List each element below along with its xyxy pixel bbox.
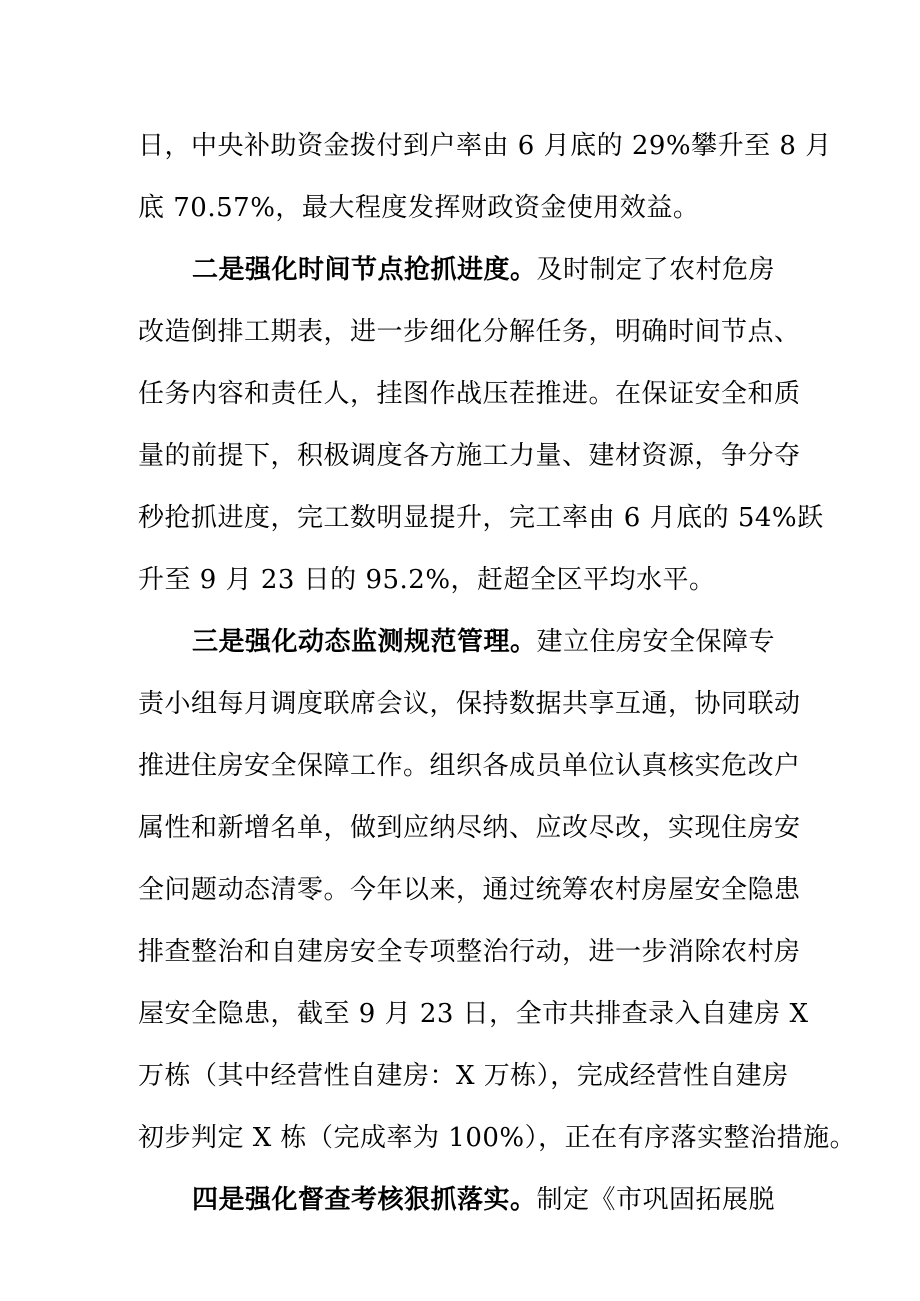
paragraph3-line4: 属性和新增名单，做到应纳尽纳、应改尽改，实现住房安 <box>138 813 801 843</box>
paragraph3-line8: 万栋（其中经营性自建房：X 万栋），完成经营性自建房 <box>138 1061 789 1091</box>
paragraph4-line1 <box>138 1169 788 1231</box>
paragraph3-line7: 屋安全隐患，截至 9 月 23 日，全市共排查录入自建房 X <box>138 999 809 1029</box>
paragraph3-heading: 三是强化动态监测规范管理。 <box>192 627 537 657</box>
document-body <box>138 115 857 1231</box>
paragraph2-line5: 秒抢抓进度，完工数明显提升，完工率由 6 月底的 54%跃 <box>138 503 824 533</box>
paragraph2-line3: 任务内容和责任人，挂图作战压茬推进。在保证安全和质 <box>138 379 801 409</box>
paragraph4-heading: 四是强化督查考核狠抓落实。 <box>192 1185 537 1215</box>
paragraph3-line1 <box>138 611 788 673</box>
paragraph3-line9: 初步判定 X 栋（完成率为 100%），正在有序落实整治措施。 <box>138 1123 857 1153</box>
paragraph2-line1 <box>138 239 788 301</box>
paragraph2-line6: 升至 9 月 23 日的 95.2%，赶超全区平均水平。 <box>138 565 716 595</box>
paragraph2-line2: 改造倒排工期表，进一步细化分解任务，明确时间节点、 <box>138 317 801 347</box>
paragraph3-line2: 责小组每月调度联席会议，保持数据共享互通，协同联动 <box>138 689 801 719</box>
paragraph2-heading: 二是强化时间节点抢抓进度。 <box>192 255 537 285</box>
paragraph3-line3: 推进住房安全保障工作。组织各成员单位认真核实危改户 <box>138 751 801 781</box>
paragraph1-line2: 底 70.57%，最大程度发挥财政资金使用效益。 <box>138 193 700 223</box>
paragraph2-line4: 量的前提下，积极调度各方施工力量、建材资源，争分夺 <box>138 441 801 471</box>
paragraph1-line1: 日，中央补助资金拨付到户率由 6 月底的 29%攀升至 8 月 <box>138 131 832 161</box>
paragraph3-line1-rest: 建立住房安全保障专 <box>536 627 776 657</box>
paragraph2-line1-rest: 及时制定了农村危房 <box>536 255 776 285</box>
paragraph4-line1-rest: 制定《市巩固拓展脱 <box>536 1185 776 1215</box>
paragraph3-line6: 排查整治和自建房安全专项整治行动，进一步消除农村房 <box>138 937 801 967</box>
paragraph3-line5: 全问题动态清零。今年以来，通过统筹农村房屋安全隐患 <box>138 875 801 905</box>
